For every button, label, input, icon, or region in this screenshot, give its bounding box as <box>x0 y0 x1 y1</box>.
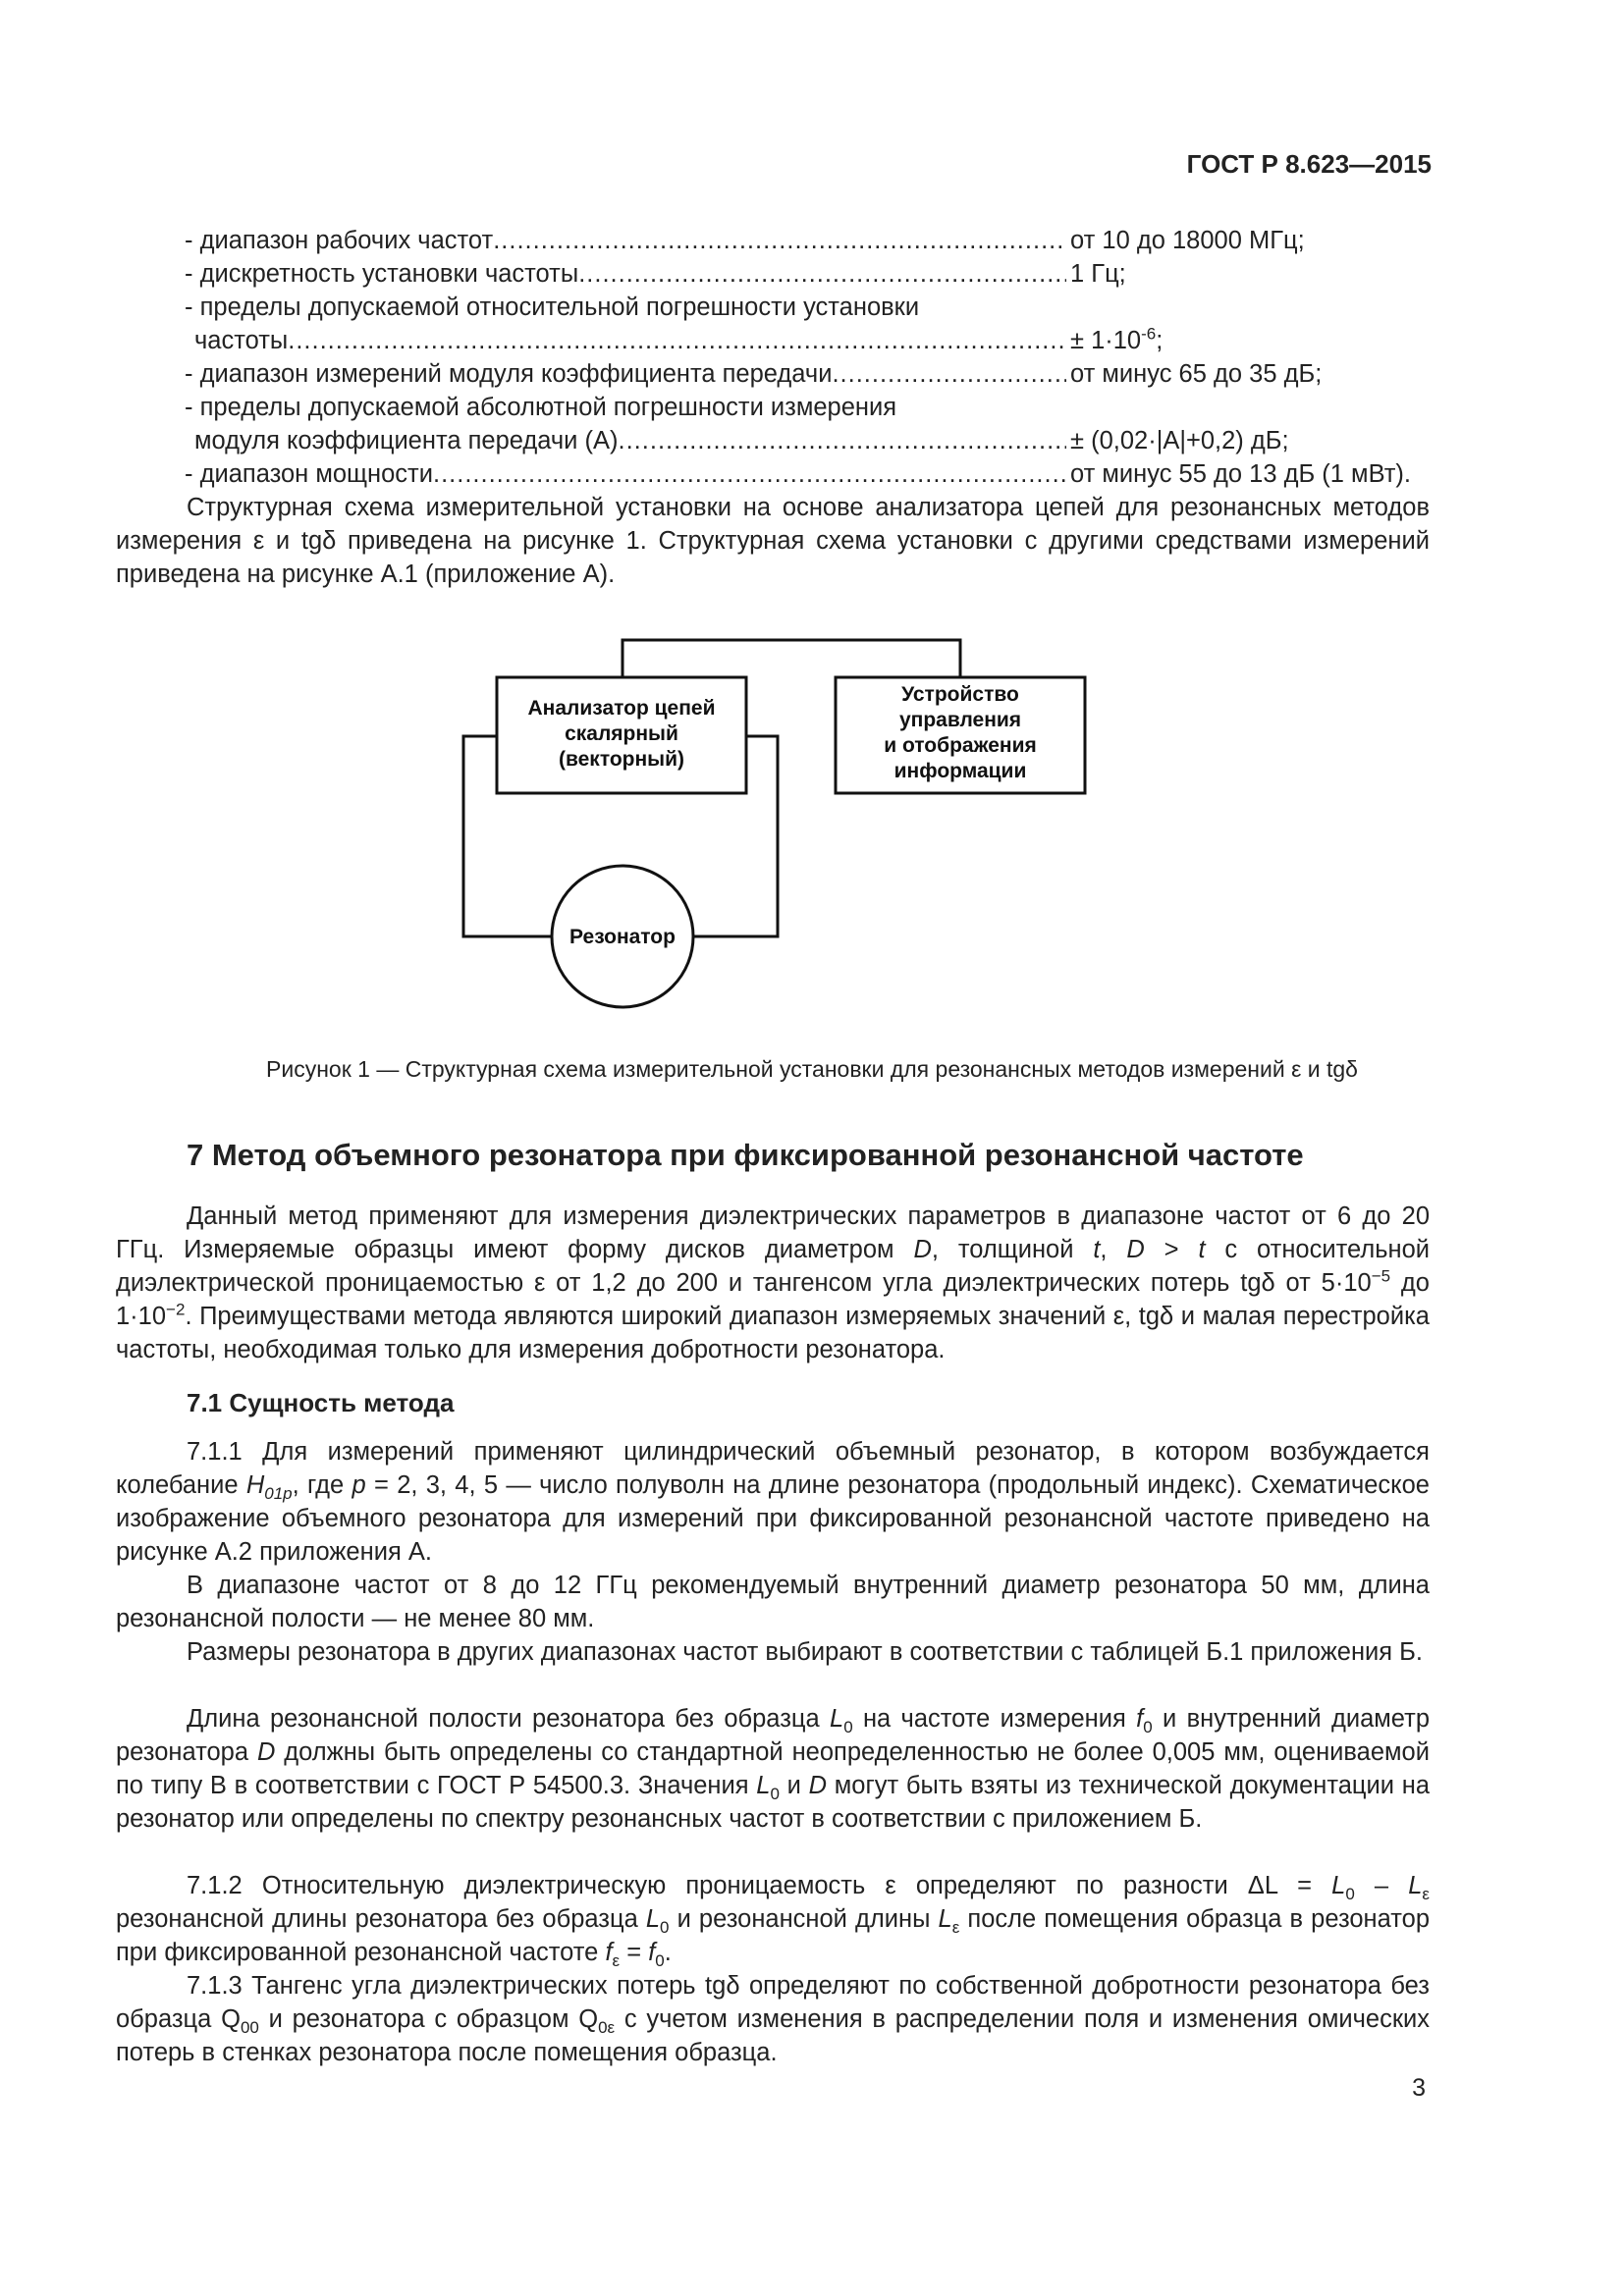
spec-row <box>185 324 1432 357</box>
leader-dots <box>832 357 1066 391</box>
leader-dots <box>493 224 1066 257</box>
spec-row <box>185 391 1432 424</box>
spec-label: модуля коэффициента передачи (А) <box>194 427 619 454</box>
section-title: 7 Метод объемного резонатора при фиксированной резонансной частоте <box>187 1138 1304 1172</box>
paragraph-7-1-3: 7.1.3 Тангенс угла диэлектрических потерь tgδ определяют по собственной добротности резонатора без образца $Q_{00}$ и резонатора с образцом $Q_{0\varepsilon}$ с учетом изменения в распределении поля и изменения омических потерь в стенках резонатора после помещения образца. <box>116 1972 1431 2066</box>
spec-label: - диапазон мощности <box>185 460 433 488</box>
spec-value: ± (0,02·|A|+0,2) дБ; <box>1070 427 1289 454</box>
spec-value: от минус 65 до 35 дБ; <box>1070 360 1323 388</box>
leader-dots <box>433 457 1066 491</box>
spec-label: - пределы допускаемой относительной погрешности установки <box>185 294 920 321</box>
analyzer-label-1: Анализатор цепей <box>527 697 716 720</box>
connector-line-top <box>623 640 960 677</box>
paragraph-lengths: Длина резонансной полости резонатора без образца $L_0$ на частоте измерения $f_0$ и внутренний диаметр резонатора D должны быть определены со стандартной неопределенностью не более 0,005 мм, оцениваемой по типу В в соответствии с ГОСТ Р 54500.3. Значения $L_0$ и D могут быть взяты из технической документации на резонатор или определены по спектру резонансных частот в соответствии с приложением Б. <box>116 1705 1430 1833</box>
control-label-1: Устройство <box>901 683 1019 706</box>
spec-row <box>185 357 1432 391</box>
resonator-label: Резонатор <box>569 926 676 948</box>
spec-label: - пределы допускаемой абсолютной погрешности измерения <box>185 394 897 421</box>
spec-value: 1 Гц; <box>1070 260 1126 288</box>
spec-value: от 10 до 18000 МГц; <box>1070 227 1305 254</box>
spec-row <box>185 424 1432 457</box>
page-number: 3 <box>1412 2074 1426 2102</box>
paragraph-7-1-2: 7.1.2 Относительную диэлектрическую проницаемость ε определяют по разности $\Delta L = L_0 - L_\varepsilon$ резонансной длины резонатора без образца $L_0$ и резонансной длины $L_\varepsilon$ после помещения образца в резонатор при фиксированной резонансной частоте $f_\varepsilon = f_0$. <box>116 1872 1431 1971</box>
spec-label: - диапазон измерений модуля коэффициента передачи <box>185 360 833 388</box>
spec-row <box>185 291 1432 324</box>
control-label-4: информации <box>893 760 1027 782</box>
spec-list <box>185 224 1432 491</box>
leader-dots <box>619 424 1066 457</box>
spec-label: - диапазон рабочих частот <box>185 227 494 254</box>
intro-paragraph: Структурная схема измерительной установки на основе анализатора цепей для резонансных методов измерения ε и tgδ приведена на рисунке 1. Структурная схема установки с другими средствами измерений приведена на рисунке А.1 (приложение А). <box>116 494 1430 588</box>
leader-dots <box>578 257 1066 291</box>
spec-value: ± $1\cdot 10^{-6}$; <box>1070 324 1164 354</box>
paragraph-sizes: Размеры резонатора в других диапазонах частот выбирают в соответствии с таблицей Б.1 приложения Б. <box>187 1638 1423 1666</box>
paragraph-7-1-1: 7.1.1 Для измерений применяют цилиндрический объемный резонатор, в котором возбуждается колебание $H_{01p}$, где p = 2, 3, 4, 5 — число полуволн на длине резонатора (продольный индекс). Схематическое изображение объемного резонатора для измерений при фиксированной резонансной частоте приведено на рисунке А.2 приложения А. <box>116 1438 1430 1566</box>
control-label-2: управления <box>898 709 1022 731</box>
spec-row <box>185 457 1432 491</box>
section-paragraph: Данный метод применяют для измерения диэлектрических параметров в диапазоне частот от 6 до 20 ГГц. Измеряемые образцы имеют форму дисков диаметром D, толщиной t, D > t с относительной диэлектрической проницаемостью ε от 1,2 до 200 и тангенсом угла диэлектрических потерь tgδ от $5\cdot 10^{-5}$ до $1\cdot 10^{-2}$. Преимуществами метода являются широкий диапазон измеряемых значений ε, tgδ и малая перестройка частоты, необходимая только для измерения добротности резонатора. <box>116 1202 1430 1363</box>
analyzer-label-3: (векторный) <box>559 748 684 771</box>
paragraph-range: В диапазоне частот от 8 до 12 ГГц рекомендуемый внутренний диаметр резонатора 50 мм, длина резонансной полости — не менее 80 мм. <box>116 1572 1430 1632</box>
subsection-title: 7.1 Сущность метода <box>187 1388 455 1417</box>
spec-row <box>185 257 1432 291</box>
spec-value: от минус 55 до 13 дБ (1 мВт). <box>1070 460 1411 488</box>
analyzer-label-2: скалярный <box>565 722 678 745</box>
spec-label: - дискретность установки частоты <box>185 260 579 288</box>
leader-dots <box>288 324 1066 357</box>
control-label-3: и отображения <box>884 734 1037 757</box>
spec-label: частоты <box>194 327 289 354</box>
figure-caption: Рисунок 1 — Структурная схема измерительной установки для резонансных методов измерений ε и tgδ <box>266 1056 1358 1082</box>
document-header: ГОСТ Р 8.623—2015 <box>1186 149 1432 179</box>
block-diagram <box>0 628 1624 1021</box>
spec-row <box>185 224 1432 257</box>
